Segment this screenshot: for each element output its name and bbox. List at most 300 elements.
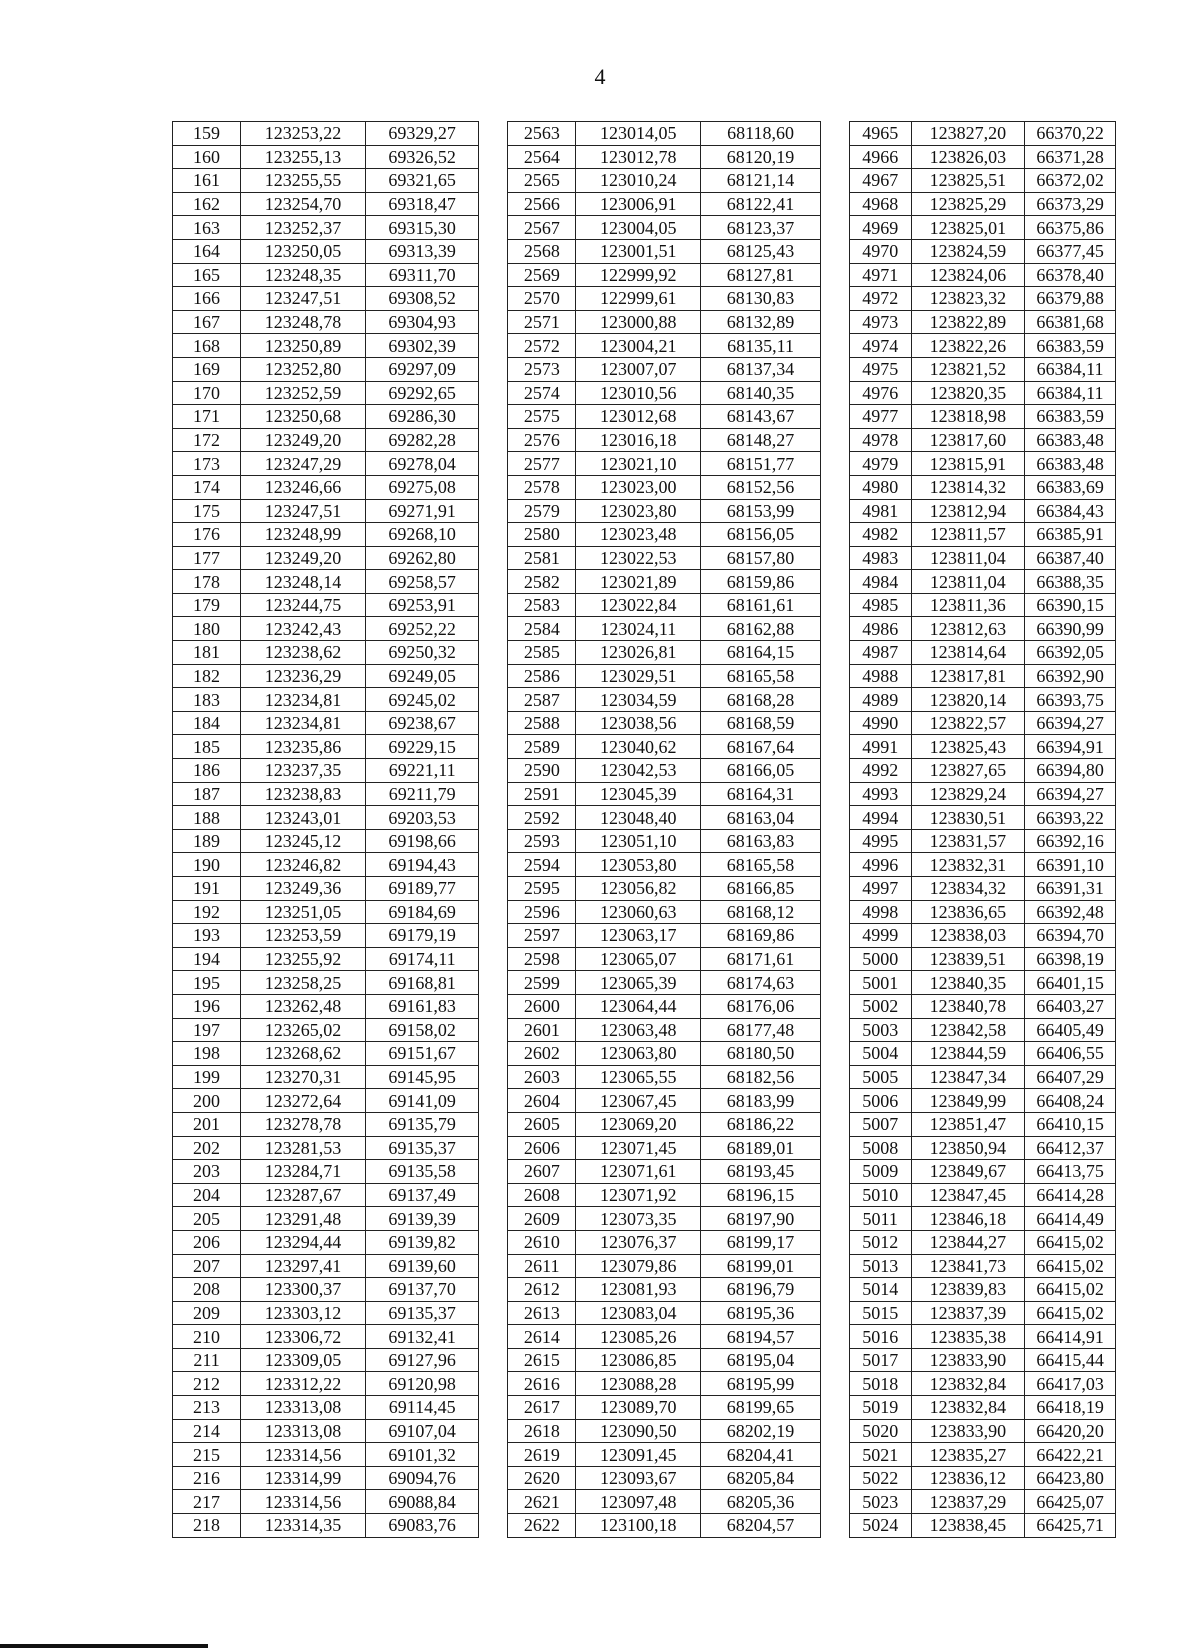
- cell-point-3: 4970: [849, 239, 911, 263]
- cell-x-1: 123244,75: [241, 593, 366, 617]
- cell-y-3: 66413,75: [1025, 1160, 1116, 1184]
- column-spacer: [479, 853, 508, 877]
- cell-point-1: 202: [173, 1136, 241, 1160]
- cell-x-3: 123827,65: [911, 759, 1024, 783]
- cell-x-1: 123237,35: [241, 759, 366, 783]
- cell-x-2: 123064,44: [576, 994, 701, 1018]
- cell-point-1: 194: [173, 947, 241, 971]
- column-spacer: [479, 735, 508, 759]
- column-spacer: [479, 1065, 508, 1089]
- cell-y-2: 68195,36: [701, 1301, 821, 1325]
- column-spacer: [479, 1207, 508, 1231]
- cell-x-1: 123306,72: [241, 1325, 366, 1349]
- cell-point-3: 4984: [849, 570, 911, 594]
- column-spacer: [479, 1254, 508, 1278]
- cell-point-3: 4993: [849, 782, 911, 806]
- cell-y-3: 66390,99: [1025, 617, 1116, 641]
- cell-point-1: 188: [173, 806, 241, 830]
- cell-x-3: 123820,14: [911, 688, 1024, 712]
- cell-y-3: 66373,29: [1025, 192, 1116, 216]
- cell-point-3: 4987: [849, 641, 911, 665]
- cell-point-2: 2607: [508, 1160, 576, 1184]
- table-row: [173, 829, 1116, 853]
- column-spacer: [820, 1372, 849, 1396]
- cell-point-3: 4995: [849, 829, 911, 853]
- cell-y-3: 66372,02: [1025, 169, 1116, 193]
- cell-point-1: 196: [173, 994, 241, 1018]
- cell-y-3: 66410,15: [1025, 1112, 1116, 1136]
- column-spacer: [479, 1443, 508, 1467]
- table-row: [173, 617, 1116, 641]
- cell-y-3: 66391,10: [1025, 853, 1116, 877]
- cell-x-1: 123262,48: [241, 994, 366, 1018]
- cell-x-1: 123300,37: [241, 1278, 366, 1302]
- cell-y-2: 68189,01: [701, 1136, 821, 1160]
- cell-point-2: 2593: [508, 829, 576, 853]
- cell-x-3: 123837,39: [911, 1301, 1024, 1325]
- cell-y-2: 68177,48: [701, 1018, 821, 1042]
- cell-y-3: 66422,21: [1025, 1443, 1116, 1467]
- cell-y-1: 69132,41: [365, 1325, 478, 1349]
- cell-y-1: 69135,37: [365, 1301, 478, 1325]
- cell-y-3: 66384,11: [1025, 357, 1116, 381]
- cell-y-1: 69137,49: [365, 1183, 478, 1207]
- cell-x-3: 123836,12: [911, 1466, 1024, 1490]
- cell-point-3: 5005: [849, 1065, 911, 1089]
- cell-y-3: 66393,22: [1025, 806, 1116, 830]
- cell-x-3: 123817,81: [911, 664, 1024, 688]
- column-spacer: [479, 381, 508, 405]
- cell-y-1: 69250,32: [365, 641, 478, 665]
- cell-x-1: 123248,99: [241, 523, 366, 547]
- table-row: [173, 806, 1116, 830]
- cell-y-2: 68174,63: [701, 971, 821, 995]
- cell-point-2: 2617: [508, 1396, 576, 1420]
- cell-y-1: 69094,76: [365, 1466, 478, 1490]
- cell-point-1: 218: [173, 1514, 241, 1538]
- cell-point-3: 5009: [849, 1160, 911, 1184]
- column-spacer: [820, 759, 849, 783]
- cell-x-2: 123042,53: [576, 759, 701, 783]
- cell-point-1: 193: [173, 924, 241, 948]
- column-spacer: [479, 216, 508, 240]
- cell-y-2: 68127,81: [701, 263, 821, 287]
- cell-x-2: 123010,24: [576, 169, 701, 193]
- cell-y-2: 68176,06: [701, 994, 821, 1018]
- cell-point-1: 208: [173, 1278, 241, 1302]
- cell-point-3: 4989: [849, 688, 911, 712]
- cell-y-3: 66420,20: [1025, 1419, 1116, 1443]
- column-spacer: [479, 1278, 508, 1302]
- column-spacer: [479, 357, 508, 381]
- cell-x-3: 123838,45: [911, 1514, 1024, 1538]
- cell-x-1: 123246,82: [241, 853, 366, 877]
- cell-y-2: 68130,83: [701, 287, 821, 311]
- column-spacer: [820, 1301, 849, 1325]
- cell-x-2: 123060,63: [576, 900, 701, 924]
- column-spacer: [820, 1254, 849, 1278]
- cell-y-1: 69308,52: [365, 287, 478, 311]
- cell-x-2: 123069,20: [576, 1112, 701, 1136]
- column-spacer: [820, 1419, 849, 1443]
- table-row: [173, 428, 1116, 452]
- table-row: [173, 122, 1116, 146]
- cell-y-2: 68205,84: [701, 1466, 821, 1490]
- cell-x-1: 123247,29: [241, 452, 366, 476]
- cell-point-3: 5022: [849, 1466, 911, 1490]
- column-spacer: [820, 806, 849, 830]
- cell-point-1: 192: [173, 900, 241, 924]
- cell-y-2: 68196,15: [701, 1183, 821, 1207]
- table-row: [173, 1207, 1116, 1231]
- cell-point-2: 2576: [508, 428, 576, 452]
- column-spacer: [820, 617, 849, 641]
- cell-y-3: 66414,91: [1025, 1325, 1116, 1349]
- cell-y-3: 66371,28: [1025, 145, 1116, 169]
- cell-x-1: 123314,35: [241, 1514, 366, 1538]
- column-spacer: [820, 947, 849, 971]
- cell-point-3: 4974: [849, 334, 911, 358]
- cell-x-3: 123832,84: [911, 1396, 1024, 1420]
- cell-y-3: 66405,49: [1025, 1018, 1116, 1042]
- column-spacer: [479, 1372, 508, 1396]
- cell-point-1: 217: [173, 1490, 241, 1514]
- cell-point-2: 2570: [508, 287, 576, 311]
- cell-x-3: 123849,99: [911, 1089, 1024, 1113]
- cell-point-3: 4990: [849, 711, 911, 735]
- cell-x-2: 123093,67: [576, 1466, 701, 1490]
- cell-y-1: 69238,67: [365, 711, 478, 735]
- cell-point-1: 184: [173, 711, 241, 735]
- cell-x-2: 123010,56: [576, 381, 701, 405]
- cell-x-1: 123303,12: [241, 1301, 366, 1325]
- table-row: [173, 1419, 1116, 1443]
- column-spacer: [820, 192, 849, 216]
- cell-y-3: 66384,11: [1025, 381, 1116, 405]
- column-spacer: [820, 1230, 849, 1254]
- cell-point-1: 212: [173, 1372, 241, 1396]
- cell-x-1: 123236,29: [241, 664, 366, 688]
- table-row: [173, 1089, 1116, 1113]
- cell-x-2: 123090,50: [576, 1419, 701, 1443]
- column-spacer: [479, 428, 508, 452]
- cell-point-3: 5004: [849, 1042, 911, 1066]
- column-spacer: [820, 829, 849, 853]
- cell-y-3: 66383,48: [1025, 428, 1116, 452]
- table-row: [173, 947, 1116, 971]
- cell-y-1: 69221,11: [365, 759, 478, 783]
- cell-y-2: 68168,59: [701, 711, 821, 735]
- cell-y-1: 69114,45: [365, 1396, 478, 1420]
- cell-point-1: 213: [173, 1396, 241, 1420]
- cell-y-1: 69211,79: [365, 782, 478, 806]
- cell-point-1: 216: [173, 1466, 241, 1490]
- cell-x-1: 123255,55: [241, 169, 366, 193]
- cell-point-2: 2580: [508, 523, 576, 547]
- cell-y-3: 66375,86: [1025, 216, 1116, 240]
- cell-x-2: 123021,10: [576, 452, 701, 476]
- column-spacer: [479, 688, 508, 712]
- table-row: [173, 1514, 1116, 1538]
- cell-point-3: 4975: [849, 357, 911, 381]
- cell-y-2: 68180,50: [701, 1042, 821, 1066]
- cell-point-1: 206: [173, 1230, 241, 1254]
- cell-y-3: 66381,68: [1025, 310, 1116, 334]
- column-spacer: [479, 192, 508, 216]
- cell-y-2: 68148,27: [701, 428, 821, 452]
- cell-y-1: 69302,39: [365, 334, 478, 358]
- cell-point-2: 2602: [508, 1042, 576, 1066]
- column-spacer: [479, 122, 508, 146]
- column-spacer: [479, 145, 508, 169]
- cell-x-3: 123811,36: [911, 593, 1024, 617]
- cell-y-3: 66391,31: [1025, 877, 1116, 901]
- cell-y-2: 68204,41: [701, 1443, 821, 1467]
- cell-y-3: 66418,19: [1025, 1396, 1116, 1420]
- cell-y-2: 68140,35: [701, 381, 821, 405]
- cell-point-2: 2586: [508, 664, 576, 688]
- column-spacer: [479, 1042, 508, 1066]
- column-spacer: [820, 1136, 849, 1160]
- cell-y-2: 68193,45: [701, 1160, 821, 1184]
- cell-x-1: 123247,51: [241, 499, 366, 523]
- table-row: [173, 334, 1116, 358]
- cell-y-1: 69203,53: [365, 806, 478, 830]
- cell-x-1: 123270,31: [241, 1065, 366, 1089]
- cell-point-2: 2613: [508, 1301, 576, 1325]
- cell-x-3: 123822,26: [911, 334, 1024, 358]
- cell-y-3: 66392,90: [1025, 664, 1116, 688]
- column-spacer: [820, 1065, 849, 1089]
- cell-x-3: 123832,31: [911, 853, 1024, 877]
- cell-y-1: 69139,82: [365, 1230, 478, 1254]
- table-row: [173, 523, 1116, 547]
- cell-point-1: 169: [173, 357, 241, 381]
- cell-point-2: 2596: [508, 900, 576, 924]
- cell-x-1: 123278,78: [241, 1112, 366, 1136]
- cell-point-1: 175: [173, 499, 241, 523]
- cell-x-2: 123063,80: [576, 1042, 701, 1066]
- cell-y-2: 68196,79: [701, 1278, 821, 1302]
- cell-y-2: 68182,56: [701, 1065, 821, 1089]
- cell-point-2: 2582: [508, 570, 576, 594]
- cell-x-1: 123238,62: [241, 641, 366, 665]
- cell-y-1: 69278,04: [365, 452, 478, 476]
- cell-point-3: 4994: [849, 806, 911, 830]
- cell-y-1: 69179,19: [365, 924, 478, 948]
- cell-point-1: 160: [173, 145, 241, 169]
- column-spacer: [820, 688, 849, 712]
- cell-x-3: 123841,73: [911, 1254, 1024, 1278]
- cell-point-1: 168: [173, 334, 241, 358]
- cell-point-2: 2565: [508, 169, 576, 193]
- column-spacer: [820, 357, 849, 381]
- cell-x-3: 123835,38: [911, 1325, 1024, 1349]
- cell-point-1: 174: [173, 475, 241, 499]
- cell-point-2: 2612: [508, 1278, 576, 1302]
- cell-y-2: 68199,01: [701, 1254, 821, 1278]
- cell-point-3: 5023: [849, 1490, 911, 1514]
- column-spacer: [820, 1396, 849, 1420]
- cell-y-3: 66378,40: [1025, 263, 1116, 287]
- column-spacer: [820, 900, 849, 924]
- cell-x-3: 123844,27: [911, 1230, 1024, 1254]
- cell-x-1: 123250,68: [241, 405, 366, 429]
- cell-point-3: 4986: [849, 617, 911, 641]
- cell-point-1: 209: [173, 1301, 241, 1325]
- cell-point-2: 2594: [508, 853, 576, 877]
- cell-y-2: 68168,28: [701, 688, 821, 712]
- cell-y-3: 66392,16: [1025, 829, 1116, 853]
- cell-y-3: 66398,19: [1025, 947, 1116, 971]
- cell-x-1: 123248,35: [241, 263, 366, 287]
- cell-point-1: 182: [173, 664, 241, 688]
- cell-x-1: 123251,05: [241, 900, 366, 924]
- cell-point-2: 2567: [508, 216, 576, 240]
- cell-x-3: 123822,89: [911, 310, 1024, 334]
- cell-x-2: 123053,80: [576, 853, 701, 877]
- cell-point-3: 4973: [849, 310, 911, 334]
- table-row: [173, 641, 1116, 665]
- cell-x-3: 123844,59: [911, 1042, 1024, 1066]
- cell-x-2: 123097,48: [576, 1490, 701, 1514]
- column-spacer: [479, 169, 508, 193]
- column-spacer: [820, 641, 849, 665]
- column-spacer: [479, 405, 508, 429]
- cell-y-2: 68205,36: [701, 1490, 821, 1514]
- cell-x-3: 123826,03: [911, 145, 1024, 169]
- column-spacer: [820, 381, 849, 405]
- cell-point-3: 5007: [849, 1112, 911, 1136]
- cell-y-1: 69318,47: [365, 192, 478, 216]
- cell-point-1: 163: [173, 216, 241, 240]
- column-spacer: [479, 711, 508, 735]
- column-spacer: [820, 877, 849, 901]
- column-spacer: [820, 971, 849, 995]
- cell-y-1: 69198,66: [365, 829, 478, 853]
- cell-y-2: 68156,05: [701, 523, 821, 547]
- cell-x-1: 123247,51: [241, 287, 366, 311]
- column-spacer: [479, 334, 508, 358]
- cell-point-1: 165: [173, 263, 241, 287]
- cell-x-2: 123021,89: [576, 570, 701, 594]
- column-spacer: [479, 1230, 508, 1254]
- cell-x-3: 123823,32: [911, 287, 1024, 311]
- cell-y-1: 69252,22: [365, 617, 478, 641]
- cell-y-1: 69326,52: [365, 145, 478, 169]
- cell-point-2: 2606: [508, 1136, 576, 1160]
- table-row: [173, 1466, 1116, 1490]
- cell-point-2: 2614: [508, 1325, 576, 1349]
- cell-x-1: 123234,81: [241, 688, 366, 712]
- column-spacer: [820, 499, 849, 523]
- column-spacer: [479, 1089, 508, 1113]
- cell-y-2: 68125,43: [701, 239, 821, 263]
- cell-point-1: 189: [173, 829, 241, 853]
- table-row: [173, 192, 1116, 216]
- cell-x-2: 123040,62: [576, 735, 701, 759]
- cell-y-1: 69194,43: [365, 853, 478, 877]
- cell-y-3: 66423,80: [1025, 1466, 1116, 1490]
- table-row: [173, 924, 1116, 948]
- cell-x-1: 123314,56: [241, 1490, 366, 1514]
- cell-y-1: 69282,28: [365, 428, 478, 452]
- column-spacer: [820, 122, 849, 146]
- cell-point-1: 195: [173, 971, 241, 995]
- cell-y-1: 69107,04: [365, 1419, 478, 1443]
- cell-x-3: 123846,18: [911, 1207, 1024, 1231]
- cell-x-1: 123253,59: [241, 924, 366, 948]
- cell-point-3: 5010: [849, 1183, 911, 1207]
- cell-y-1: 69262,80: [365, 546, 478, 570]
- table-row: [173, 853, 1116, 877]
- cell-x-3: 123821,52: [911, 357, 1024, 381]
- column-spacer: [820, 546, 849, 570]
- column-spacer: [820, 924, 849, 948]
- cell-y-1: 69158,02: [365, 1018, 478, 1042]
- cell-point-3: 4991: [849, 735, 911, 759]
- cell-x-2: 123023,48: [576, 523, 701, 547]
- cell-point-2: 2609: [508, 1207, 576, 1231]
- cell-x-1: 123258,25: [241, 971, 366, 995]
- cell-point-2: 2615: [508, 1348, 576, 1372]
- cell-y-2: 68161,61: [701, 593, 821, 617]
- cell-x-2: 123071,92: [576, 1183, 701, 1207]
- cell-point-2: 2569: [508, 263, 576, 287]
- cell-point-2: 2568: [508, 239, 576, 263]
- table-row: [173, 499, 1116, 523]
- cell-x-2: 123001,51: [576, 239, 701, 263]
- cell-point-2: 2605: [508, 1112, 576, 1136]
- cell-x-2: 123048,40: [576, 806, 701, 830]
- cell-x-1: 123254,70: [241, 192, 366, 216]
- cell-y-3: 66394,91: [1025, 735, 1116, 759]
- cell-x-3: 123824,59: [911, 239, 1024, 263]
- cell-y-1: 69321,65: [365, 169, 478, 193]
- cell-point-3: 5006: [849, 1089, 911, 1113]
- column-spacer: [820, 334, 849, 358]
- cell-x-2: 123063,48: [576, 1018, 701, 1042]
- cell-x-1: 123252,37: [241, 216, 366, 240]
- cell-y-3: 66383,69: [1025, 475, 1116, 499]
- table-row: [173, 1301, 1116, 1325]
- column-spacer: [479, 1396, 508, 1420]
- cell-y-2: 68197,90: [701, 1207, 821, 1231]
- column-spacer: [820, 711, 849, 735]
- column-spacer: [479, 1514, 508, 1538]
- cell-point-1: 178: [173, 570, 241, 594]
- column-spacer: [479, 1136, 508, 1160]
- cell-x-1: 123252,59: [241, 381, 366, 405]
- cell-y-1: 69141,09: [365, 1089, 478, 1113]
- cell-y-2: 68167,64: [701, 735, 821, 759]
- cell-y-2: 68135,11: [701, 334, 821, 358]
- cell-point-3: 5012: [849, 1230, 911, 1254]
- cell-point-2: 2573: [508, 357, 576, 381]
- cell-y-3: 66425,07: [1025, 1490, 1116, 1514]
- column-spacer: [820, 1443, 849, 1467]
- cell-point-3: 5013: [849, 1254, 911, 1278]
- cell-point-2: 2620: [508, 1466, 576, 1490]
- cell-point-2: 2577: [508, 452, 576, 476]
- column-spacer: [479, 263, 508, 287]
- cell-x-3: 123839,83: [911, 1278, 1024, 1302]
- cell-y-3: 66379,88: [1025, 287, 1116, 311]
- bottom-rule: [0, 1644, 208, 1648]
- column-spacer: [479, 641, 508, 665]
- cell-x-2: 123067,45: [576, 1089, 701, 1113]
- cell-point-1: 205: [173, 1207, 241, 1231]
